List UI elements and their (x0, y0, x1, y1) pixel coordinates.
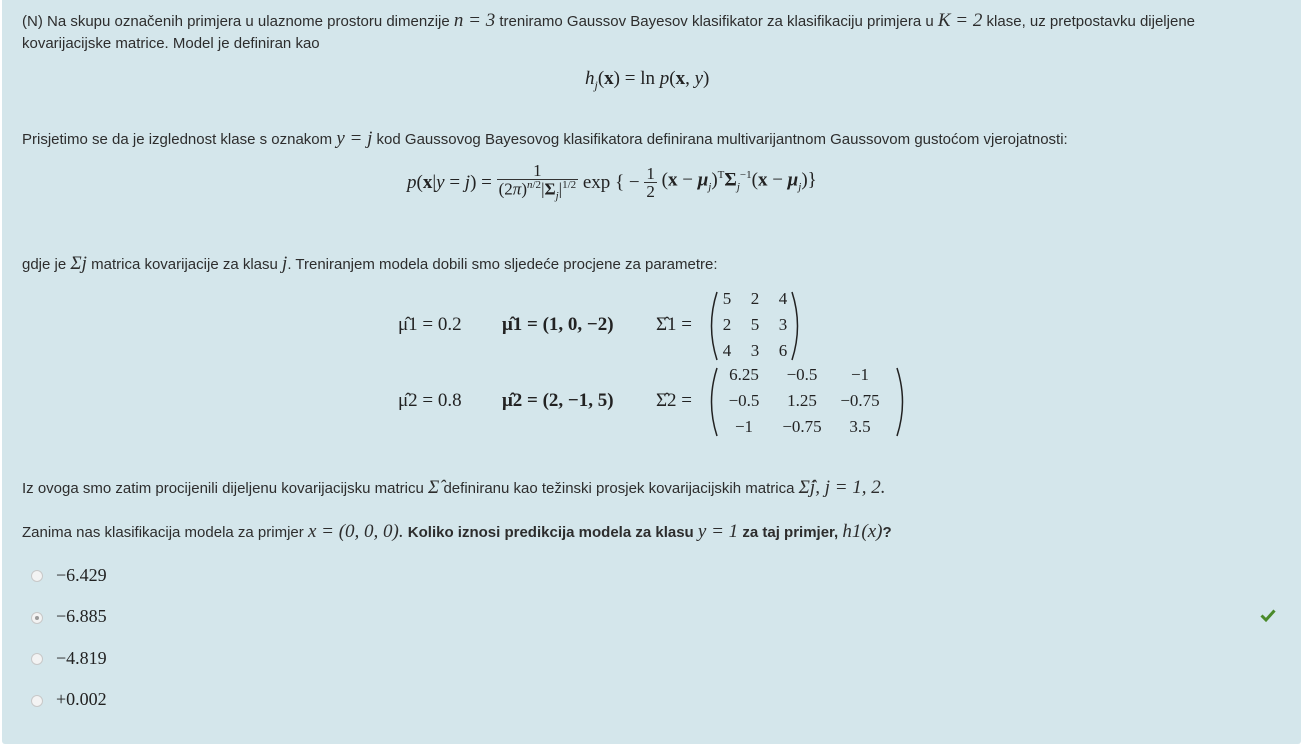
sigma1-matrix (713, 290, 797, 362)
k-expression: K = 2 (937, 10, 983, 31)
option-label: +0.002 (56, 689, 107, 709)
sigma2-matrix (715, 366, 901, 438)
matrix-cell: 3 (750, 341, 760, 360)
option-radio[interactable] (31, 695, 43, 707)
model-formula: $h_j(x) = \ln p(x$, y) (585, 68, 710, 92)
recall-expression: y = j (336, 128, 373, 149)
param-mu2-hat: μ̂2 = 0.8 (398, 390, 462, 411)
recall-text: Prisjetimo se da je izglednost klase s oznakom y = j kod Gaussovog Bayesovog klasifikatora definirana multivarijantnom Gaussovom gustoćom vjerojatnosti: (22, 128, 1068, 149)
param-mu1-hat: μ̂1 = 0.2 (398, 314, 462, 335)
question-intro: (N) Na skupu označenih primjera u ulaznome prostoru dimenzije n = 3 treniramo Gaussov Bayesov klasifikator za klasifikaciju primjera u K = 2 klase, uz pretpostavku dijeljene kovarijacijske matrice. Model je definiran kao (22, 10, 1196, 52)
matrix-cell: −0.75 (782, 417, 822, 436)
param-mu1-vector: μ̂1 = (1, 0, −2) (502, 314, 614, 335)
matrix-cell: −1 (850, 365, 870, 384)
shared-covariance-text: Iz ovoga smo zatim procijenili dijeljenu kovarijacijsku matricu Σ̂ definiranu kao težinski prosjek kovarijacijskih matrica Σ̂j, j = 1, 2. (22, 477, 886, 498)
matrix-cell: 2 (750, 289, 760, 308)
question-panel (2, 0, 1301, 744)
matrix-cell: 3 (778, 315, 788, 334)
option-radio[interactable] (31, 653, 43, 665)
matrix-cell: 4 (722, 341, 732, 360)
matrix-cell: −0.5 (786, 365, 818, 384)
matrix-cell: −0.5 (728, 391, 760, 410)
checkmark-icon (1260, 607, 1276, 623)
matrix-cell: 1.25 (787, 391, 817, 410)
matrix-cell: −1 (734, 417, 754, 436)
option-label: −4.819 (56, 648, 107, 668)
param-sigma2-label: Σ̂2 = (656, 390, 693, 411)
n-expression: n = 3 (453, 10, 496, 31)
option-radio[interactable] (31, 570, 43, 582)
matrix-cell: −0.75 (840, 391, 880, 410)
matrix-cell: 3.5 (849, 417, 871, 436)
option-label: −6.429 (56, 565, 107, 585)
gaussian-formula: p(x|y = j) = $\frac{1}{(2\pi)^{n/2}|\Sigma_j|^{1/2}}$ exp { − $\frac{1}{2}$ $(x - \mu_j)^T\Sigma_j^{-1}(x - \mu_j)$} (407, 161, 817, 203)
param-sigma1-label: Σ̂1 = (656, 314, 693, 335)
matrix-cell: 6.25 (729, 365, 759, 384)
matrix-cell: 6 (778, 341, 788, 360)
matrix-cell: 5 (750, 315, 760, 334)
matrix-cell: 4 (778, 289, 788, 308)
option-label: −6.885 (56, 606, 107, 626)
param-mu2-vector: μ̂2 = (2, −1, 5) (502, 390, 614, 411)
question-prompt: Zanima nas klasifikacija modela za primjer x = (0, 0, 0). Koliko iznosi predikcija modela za klasu y = 1 za taj primjer, h1(x)? (22, 521, 892, 542)
matrix-cell: 2 (722, 315, 732, 334)
option-radio-selected[interactable] (31, 612, 43, 624)
where-text: gdje je Σj matrica kovarijacije za klasu j. Treniranjem modela dobili smo sljedeće procjene za parametre: (22, 253, 718, 274)
matrix-cell: 5 (722, 289, 732, 308)
